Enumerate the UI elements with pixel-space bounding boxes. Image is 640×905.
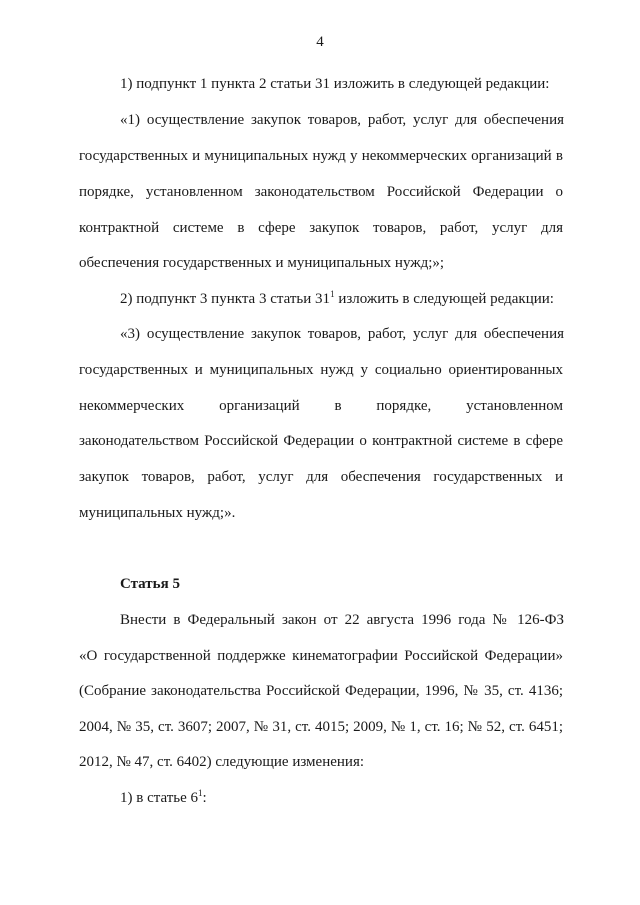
- paragraph-line-18: 2012, № 47, ст. 6402) следующие изменения:: [79, 754, 365, 770]
- paragraph-line-11: законодательством Российской Федерации о контрактной системе в сфере: [79, 433, 563, 449]
- paragraph-line-2: «1) осуществление закупок товаров, работ, услуг для обеспечения: [120, 112, 564, 128]
- paragraph-line-19: [120, 789, 207, 807]
- superscript: 1: [330, 289, 335, 299]
- paragraph-line-13: муниципальных нужд;».: [79, 505, 236, 521]
- line-7-text-start: 2) подпункт 3 пункта 3 статьи 31: [120, 291, 331, 307]
- paragraph-line-6: обеспечения государственных и муниципальных нужд;»;: [79, 255, 445, 271]
- paragraph-line-3: государственных и муниципальных нужд у некоммерческих организаций в: [79, 148, 563, 164]
- superscript: 1: [198, 788, 203, 798]
- line-7-text-end: изложить в следующей редакции:: [334, 291, 554, 307]
- page-number: 4: [316, 34, 324, 50]
- paragraph-line-9: государственных и муниципальных нужд у социально ориентированных: [79, 362, 563, 378]
- paragraph-line-4: порядке, установленном законодательством Российской Федерации о: [79, 184, 563, 200]
- line-19-text-end: :: [202, 790, 207, 806]
- paragraph-line-10: некоммерческих организаций в порядке, установленном: [79, 398, 563, 414]
- paragraph-line-14: Внести в Федеральный закон от 22 августа 1996 года № 126-ФЗ: [120, 612, 564, 628]
- paragraph-line-8: «3) осуществление закупок товаров, работ, услуг для обеспечения: [120, 326, 564, 342]
- article-heading: Статья 5: [120, 576, 180, 592]
- line-19-text-start: 1) в статье 6: [120, 790, 199, 806]
- paragraph-line-17: 2004, № 35, ст. 3607; 2007, № 31, ст. 4015; 2009, № 1, ст. 16; № 52, ст. 6451;: [79, 719, 563, 735]
- paragraph-line-16: (Собрание законодательства Российской Федерации, 1996, № 35, ст. 4136;: [79, 683, 563, 699]
- paragraph-line-5: контрактной системе в сфере закупок товаров, работ, услуг для: [79, 220, 563, 236]
- paragraph-line-1: 1) подпункт 1 пункта 2 статьи 31 изложить в следующей редакции:: [120, 76, 550, 92]
- paragraph-line-7: [120, 290, 554, 308]
- paragraph-line-15: «О государственной поддержке кинематографии Российской Федерации»: [79, 648, 563, 664]
- paragraph-line-12: закупок товаров, работ, услуг для обеспечения государственных и: [79, 469, 563, 485]
